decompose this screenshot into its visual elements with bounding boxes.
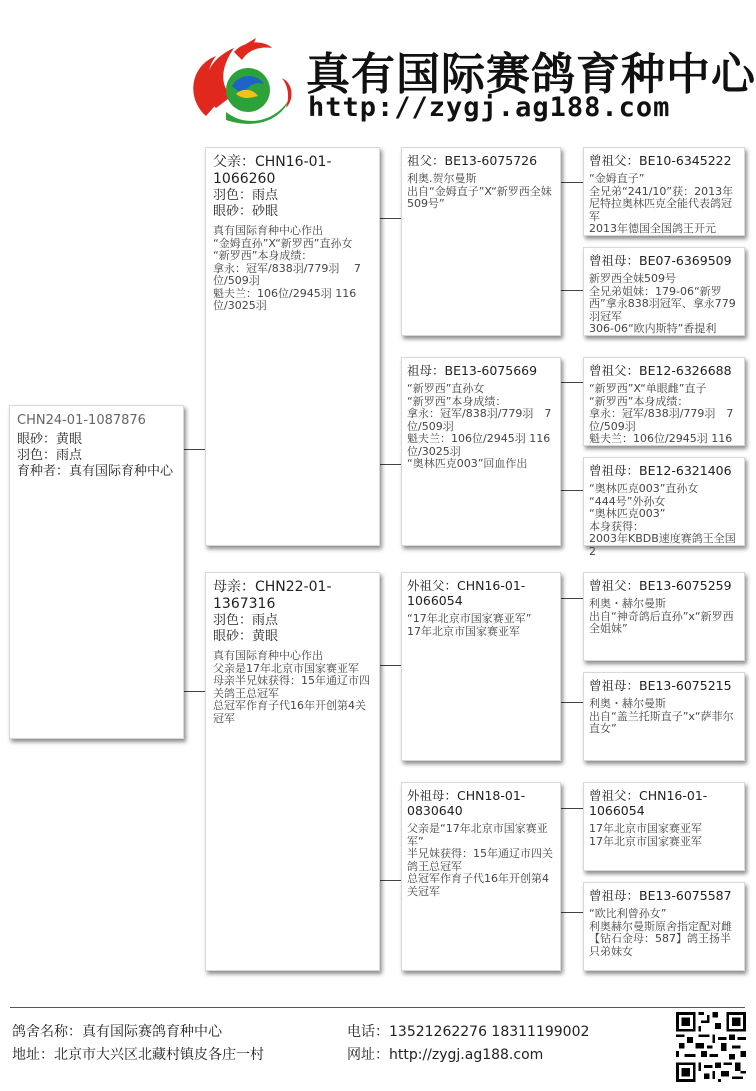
great-grandparent-card: [583, 247, 745, 336]
grandparent-desc: 利奥.贺尔曼斯 出自“金姆直子”X“新罗西全妹509号”: [407, 172, 552, 210]
great-grandparent-title: 曾祖父：BE13-6075259: [589, 578, 732, 593]
great-grandparent-card: [583, 147, 745, 236]
subject-color: 羽色：雨点: [17, 448, 83, 463]
great-grandparent-card: [583, 572, 745, 661]
grandparent-title: 外祖母：CHN18-01-0830640: [407, 788, 526, 818]
grandparent-card: [401, 572, 561, 761]
grandparent-card: [401, 147, 561, 336]
great-grandparent-card: [583, 882, 745, 971]
great-grandparent-desc: “金姆直子” 全兄弟“241/10”获：2013年尼特拉奥林匹克全能代表鸽冠军 2013年德国全国鸽王开元: [589, 172, 734, 235]
great-grandparent-card: [583, 782, 745, 871]
dam-desc: 真有国际育种中心作出 父亲是17年北京市国家赛亚军 母亲半兄妹获得：15年通辽市四关鸽王总冠军 总冠军作育子代16年开创第4关冠军: [213, 649, 370, 725]
great-grandparent-desc: 17年北京市国家赛亚军 17年北京市国家赛亚军: [589, 822, 702, 848]
connector: [561, 702, 583, 703]
footer-divider: [10, 1007, 745, 1008]
dam-eye: 眼砂：黄眼: [213, 629, 279, 644]
great-grandparent-card: [583, 672, 745, 761]
subject-ring: CHN24-01-1087876: [17, 413, 146, 428]
logo-phoenix-icon: [186, 38, 298, 130]
sire-desc: 真有国际育种中心作出 “金姆直孙”X“新罗西”直孙女 “新罗西”本身成绩： 拿永：冠军/838羽/779羽 7位/509羽 魁夫兰：106位/2945羽 116位/3025羽: [213, 224, 361, 312]
connector: [379, 880, 401, 881]
great-grandparent-card: [583, 457, 745, 558]
great-grandparent-desc: 新罗西全妹509号 全兄弟姐妹：179-06“新罗西”拿永838羽冠军、拿永779羽冠军 306-06“欧内斯特”香提利: [589, 272, 736, 335]
grandparent-title: 外祖父：CHN16-01-1066054: [407, 578, 526, 608]
great-grandparent-desc: “欧比利曾孙女” 利奥赫尔曼斯原舍指定配对雌 【钻石金母：587】鸽王扬半只弟妹女: [589, 907, 732, 958]
great-grandparent-desc: 利奥・赫尔曼斯 出自“盖兰托斯直子”x“萨菲尔直女”: [589, 697, 734, 735]
great-grandparent-title: 曾祖母：BE07-6369509: [589, 253, 732, 268]
great-grandparent-card: [583, 357, 745, 446]
dam-color: 羽色：雨点: [213, 613, 279, 628]
connector: [561, 382, 583, 383]
connector: [184, 449, 205, 450]
grandparent-card: [401, 357, 561, 546]
great-grandparent-title: 曾祖父：BE10-6345222: [589, 153, 732, 168]
header-url: http://zygj.ag188.com: [308, 92, 671, 123]
connector: [561, 598, 583, 599]
sire-color: 羽色：雨点: [213, 188, 279, 203]
connector: [184, 691, 205, 692]
connector: [561, 182, 583, 183]
connector: [561, 808, 583, 809]
great-grandparent-title: 曾祖母：BE13-6075587: [589, 888, 732, 903]
sire-title: 父亲：CHN16-01-1066260: [213, 154, 332, 187]
subject-eye: 眼砂：黄眼: [17, 432, 83, 447]
grandparent-desc: “17年北京市国家赛亚军” 17年北京市国家赛亚军: [407, 612, 532, 638]
connector: [379, 464, 401, 465]
connector: [561, 912, 583, 913]
dam-title: 母亲：CHN22-01-1367316: [213, 579, 332, 612]
connector: [379, 218, 401, 219]
great-grandparent-desc: 利奥・赫尔曼斯 出自“神奇鸽后直孙”x“新罗西全姐妹”: [589, 597, 734, 635]
footer-phone: 电话：13521262276 18311199002: [347, 1024, 590, 1040]
qr-code-icon: [676, 1012, 746, 1082]
connector: [561, 290, 583, 291]
grandparent-card: [401, 782, 561, 971]
header-title: 真有国际赛鸽育种中心: [306, 49, 756, 100]
grandparent-title: 祖母：BE13-6075669: [407, 363, 538, 378]
connector: [379, 665, 401, 666]
connector: [561, 490, 583, 491]
subject-card: [9, 405, 184, 739]
grandparent-desc: 父亲是“17年北京市国家赛亚军” 半兄妹获得：15年通辽市四关鸽王总冠军 总冠军作育子代16年开创第4关冠军: [407, 822, 553, 898]
great-grandparent-title: 曾祖父：BE12-6326688: [589, 363, 732, 378]
footer-address: 地址：北京市大兴区北藏村镇皮各庄一村: [12, 1047, 264, 1063]
sire-eye: 眼砂：砂眼: [213, 204, 279, 219]
grandparent-desc: “新罗西”直孙女 “新罗西”本身成绩： 拿永：冠军/838羽/779羽 7位/509羽 魁夫兰：106位/2945羽 116位/3025羽 “奥林匹克003”回血作出: [407, 382, 552, 470]
dam-card: [205, 572, 380, 971]
grandparent-title: 祖父：BE13-6075726: [407, 153, 538, 168]
great-grandparent-desc: “新罗西”X“单眼雌”直子 “新罗西”本身成绩： 拿永：冠军/838羽/779羽 7位/509羽 魁夫兰：106位/2945羽 116: [589, 382, 734, 445]
great-grandparent-title: 曾祖父：CHN16-01-1066054: [589, 788, 708, 818]
great-grandparent-title: 曾祖母：BE12-6321406: [589, 463, 732, 478]
sire-card: [205, 147, 380, 546]
great-grandparent-title: 曾祖母：BE13-6075215: [589, 678, 732, 693]
footer-website: 网址：http://zygj.ag188.com: [347, 1047, 544, 1063]
great-grandparent-desc: “奥林匹克003”直孙女 “444号”外孙女 “奥林匹克003” 本身获得： 2003年KBDB速度赛鸽王全国2: [589, 482, 736, 558]
subject-breeder: 育种者：真有国际育种中心: [17, 464, 174, 479]
footer-loft-name: 鸽舍名称：真有国际赛鸽育种中心: [12, 1024, 222, 1040]
